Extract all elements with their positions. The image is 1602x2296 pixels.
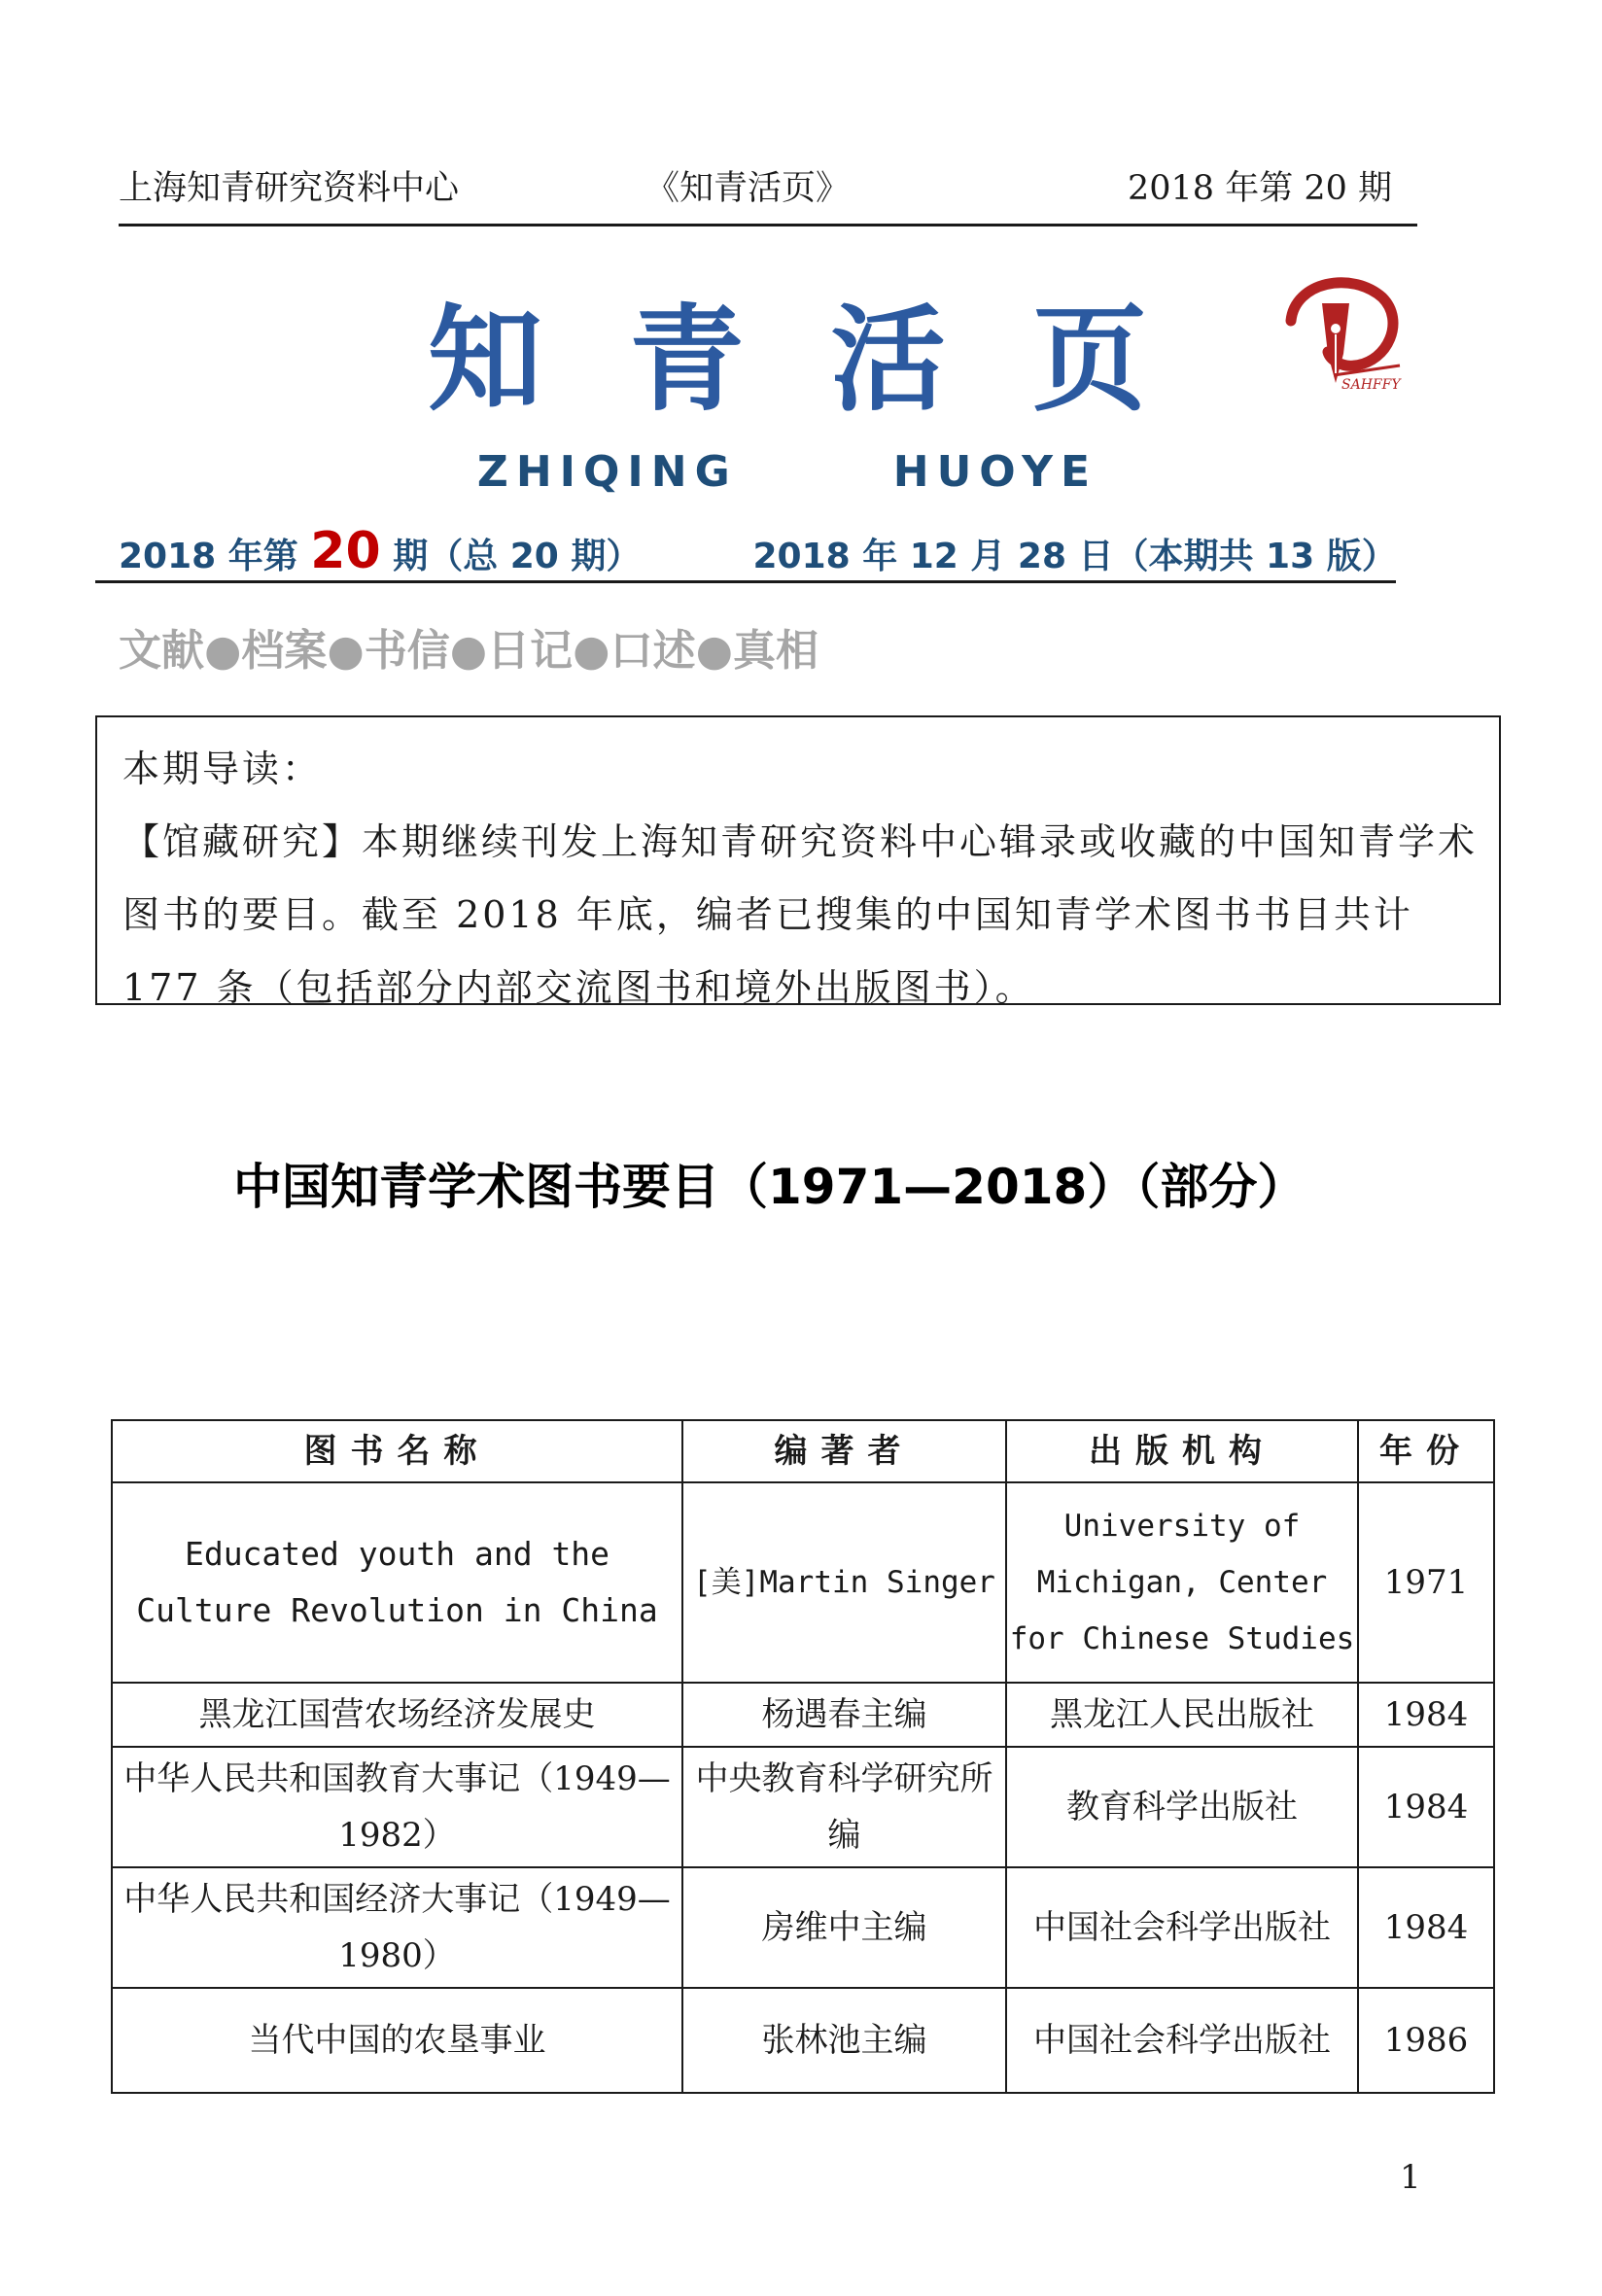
cell-year: 1984: [1358, 1683, 1494, 1747]
tagline: 文献●档案●书信●日记●口述●真相: [119, 626, 818, 676]
cell-publisher: 中国社会科学出版社: [1006, 1867, 1358, 1988]
intro-box: [95, 715, 1501, 1009]
column-header-publisher: 出版机构: [1006, 1420, 1358, 1482]
cell-title: 中华人民共和国教育大事记（1949—1982）: [112, 1747, 682, 1867]
cell-author: 中央教育科学研究所编: [682, 1747, 1006, 1867]
running-header-journal: 《知青活页》: [645, 169, 851, 208]
publisher-logo-icon: [1273, 264, 1410, 400]
cell-year: 1986: [1358, 1988, 1494, 2093]
table-row: [112, 1683, 1494, 1747]
issue-date: 2018 年 12 月 28 日（本期共 13 版）: [752, 537, 1397, 576]
intro-body: 【馆藏研究】本期继续刊发上海知青研究资料中心辑录或收藏的中国知青学术图书的要目。截至 2018 年底，编者已搜集的中国知青学术图书书目共计 177 条（包括部分内部交流图书和境外出版图书）。: [122, 820, 1479, 1009]
cell-author: 张林池主编: [682, 1988, 1006, 2093]
intro-heading: 本期导读：: [122, 748, 323, 790]
masthead-title: [428, 292, 1147, 428]
cell-publisher: 黑龙江人民出版社: [1006, 1683, 1358, 1747]
logo-text: SAHFFY: [1341, 377, 1401, 393]
pinyin-word: HUOYE: [892, 447, 1098, 497]
cell-title: 黑龙江国营农场经济发展史: [112, 1683, 682, 1747]
issue-year-prefix: 2018 年第: [119, 537, 298, 576]
cell-author: [美]Martin Singer: [682, 1482, 1006, 1683]
cell-title: 中华人民共和国经济大事记（1949—1980）: [112, 1867, 682, 1988]
table-row: [112, 1867, 1494, 1988]
header-divider: [119, 224, 1417, 226]
table-header-row: [112, 1420, 1494, 1482]
book-table: [111, 1419, 1495, 2094]
masthead-char: 页: [1031, 293, 1147, 427]
masthead-char: 活: [830, 293, 946, 427]
masthead-char: 知: [428, 293, 543, 427]
section-title: 中国知青学术图书要目（1971—2018）（部分）: [233, 1159, 1306, 1215]
table-row: [112, 1482, 1494, 1683]
issue-number: 20: [310, 522, 381, 580]
table-row: [112, 1747, 1494, 1867]
cell-publisher: 中国社会科学出版社: [1006, 1988, 1358, 2093]
page-number: 1: [1400, 2158, 1421, 2197]
cell-year: 1984: [1358, 1867, 1494, 1988]
cell-author: 房维中主编: [682, 1867, 1006, 1988]
cell-publisher: University of Michigan, Center for Chinese Studies: [1006, 1482, 1358, 1683]
cell-title: Educated youth and the Culture Revolution in China: [112, 1482, 682, 1683]
cell-author: 杨遇春主编: [682, 1683, 1006, 1747]
masthead-char: 青: [629, 293, 745, 427]
pinyin-word: ZHIQING: [476, 447, 738, 497]
running-header-publisher: 上海知青研究资料中心: [119, 169, 460, 208]
issue-divider: [95, 580, 1396, 583]
column-header-year: 年份: [1358, 1420, 1494, 1482]
column-header-title: 图书名称: [112, 1420, 682, 1482]
running-header-issue: 2018 年第 20 期: [1128, 169, 1392, 208]
table-row: [112, 1988, 1494, 2093]
cell-year: 1971: [1358, 1482, 1494, 1683]
cell-publisher: 教育科学出版社: [1006, 1747, 1358, 1867]
cell-year: 1984: [1358, 1747, 1494, 1867]
column-header-author: 编著者: [682, 1420, 1006, 1482]
issue-suffix: 期（总 20 期）: [393, 537, 642, 576]
masthead-pinyin: [428, 443, 1147, 502]
cell-title: 当代中国的农垦事业: [112, 1988, 682, 2093]
